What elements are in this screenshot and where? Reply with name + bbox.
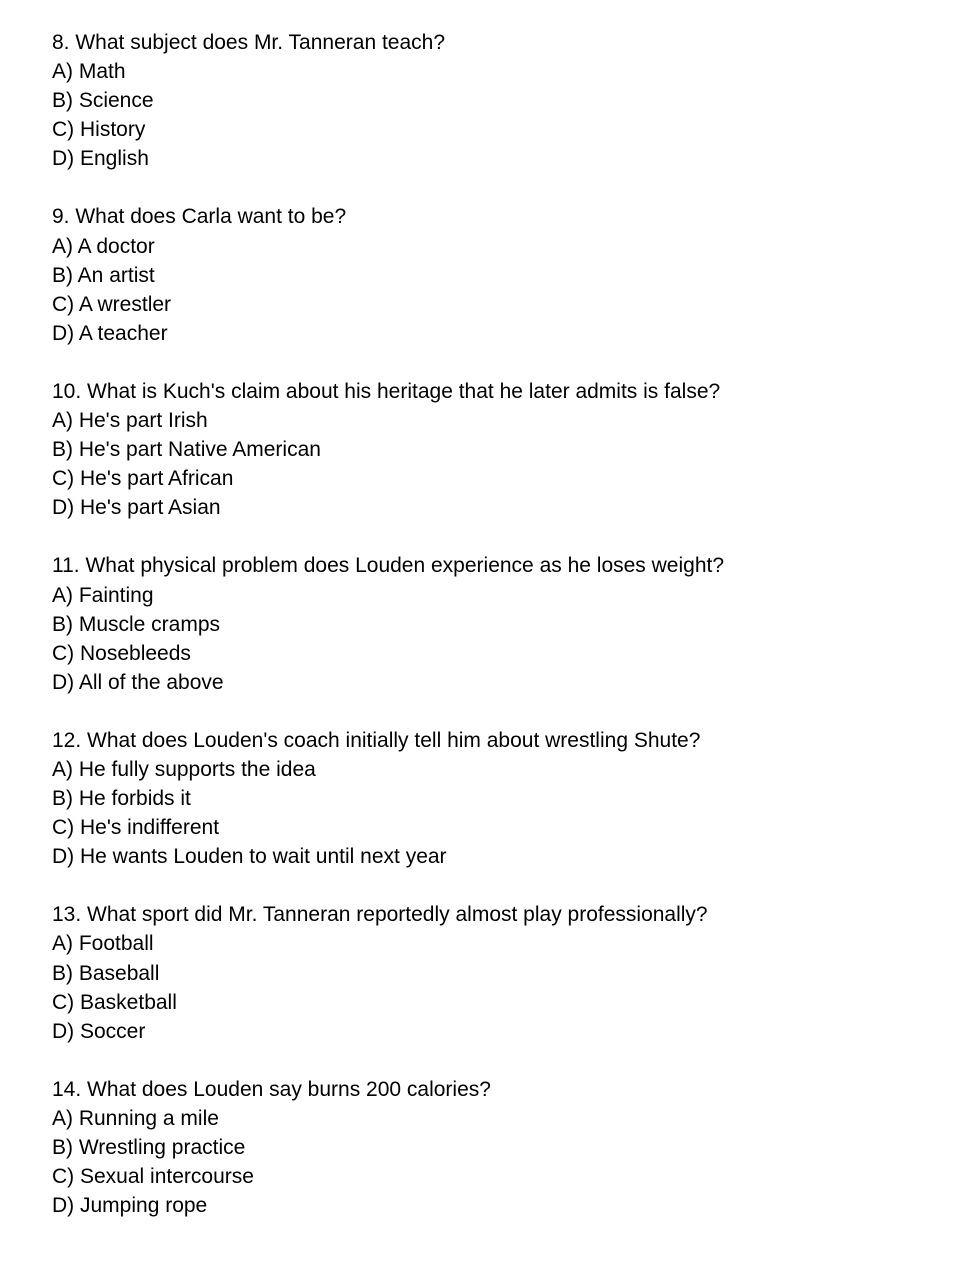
answer-option: A) Fainting xyxy=(52,583,154,607)
answer-option: D) Jumping rope xyxy=(52,1194,208,1218)
question-13 xyxy=(52,900,932,1045)
question-12 xyxy=(52,726,932,871)
answer-option: A) Math xyxy=(52,60,126,84)
answer-option: C) Basketball xyxy=(52,990,177,1014)
answer-option: C) He's indifferent xyxy=(52,816,220,840)
question-11 xyxy=(52,551,932,696)
quiz-page xyxy=(52,28,932,1249)
question-9 xyxy=(52,202,932,347)
answer-option: D) English xyxy=(52,147,149,171)
answer-option: B) Wrestling practice xyxy=(52,1136,246,1159)
answer-option: B) He's part Native American xyxy=(52,438,321,462)
question-prompt: 8. What subject does Mr. Tanneran teach? xyxy=(52,31,446,54)
answer-option: C) He's part African xyxy=(52,467,234,491)
answer-option: B) Baseball xyxy=(52,961,160,985)
answer-option: C) History xyxy=(52,118,146,142)
answer-option: D) He's part Asian xyxy=(52,496,221,520)
question-prompt: 14. What does Louden say burns 200 calories? xyxy=(52,1077,491,1101)
answer-option: C) Nosebleeds xyxy=(52,641,191,665)
answer-option: B) Science xyxy=(52,89,154,113)
question-10 xyxy=(52,377,932,522)
answer-option: B) He forbids it xyxy=(52,787,191,811)
answer-option: C) Sexual intercourse xyxy=(52,1165,254,1189)
question-14 xyxy=(52,1075,932,1220)
answer-option: D) He wants Louden to wait until next year xyxy=(52,845,447,869)
answer-option: B) An artist xyxy=(52,263,155,287)
answer-option: D) A teacher xyxy=(52,321,168,345)
answer-option: C) A wrestler xyxy=(52,292,172,316)
answer-option: A) He fully supports the idea xyxy=(52,757,316,781)
question-prompt: 9. What does Carla want to be? xyxy=(52,205,347,229)
answer-option: A) Running a mile xyxy=(52,1106,219,1130)
answer-option: A) Football xyxy=(52,932,154,956)
question-prompt: 13. What sport did Mr. Tanneran reportedly almost play professionally? xyxy=(52,903,708,927)
question-8 xyxy=(52,28,932,173)
question-prompt: 11. What physical problem does Louden experience as he loses weight? xyxy=(52,554,725,578)
answer-option: A) He's part Irish xyxy=(52,409,208,433)
answer-option: D) All of the above xyxy=(52,670,224,694)
question-prompt: 10. What is Kuch's claim about his heritage that he later admits is false? xyxy=(52,379,721,403)
answer-option: B) Muscle cramps xyxy=(52,612,221,636)
answer-option: D) Soccer xyxy=(52,1019,146,1043)
answer-option: A) A doctor xyxy=(52,234,155,258)
question-prompt: 12. What does Louden's coach initially tell him about wrestling Shute? xyxy=(52,728,701,752)
